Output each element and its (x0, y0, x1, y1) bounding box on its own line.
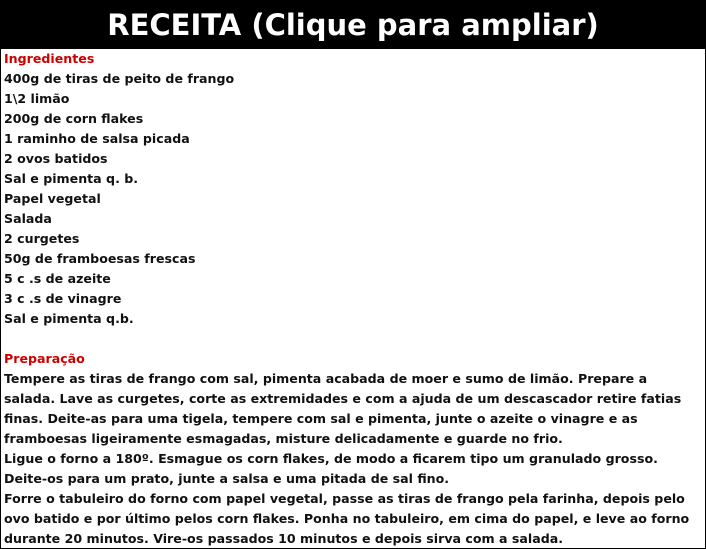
ingredient-item: 3 c .s de vinagre (4, 291, 122, 306)
ingredient-item: 400g de tiras de peito de frango (4, 71, 235, 86)
ingredient-item: 50g de framboesas frescas (4, 251, 196, 266)
recipe-title[interactable]: RECEITA (Clique para ampliar) (107, 8, 599, 42)
recipe-title-banner[interactable] (1, 1, 705, 49)
preparation-heading: Preparação (4, 351, 85, 366)
ingredient-item: 2 ovos batidos (4, 151, 108, 166)
recipe-content (1, 49, 705, 549)
ingredient-item: Papel vegetal (4, 191, 101, 206)
ingredient-item: Sal e pimenta q. b. (4, 171, 139, 186)
ingredients-list (4, 69, 702, 329)
ingredient-item: 1 raminho de salsa picada (4, 131, 190, 146)
ingredient-item: 200g de corn flakes (4, 111, 144, 126)
preparation-paragraph: Forre o tabuleiro do forno com papel vegetal, passe as tiras de frango pela farinha, depois pelo ovo batido e por último pelos corn flakes. Ponha no tabuleiro, em cima do papel, e leve ao forno durante 20 minutos. Vire-os passados 10 minutos e depois sirva com a salada. (4, 491, 690, 546)
ingredient-item: Sal e pimenta q.b. (4, 311, 134, 326)
ingredient-item: Salada (4, 211, 52, 226)
preparation-paragraph: Ligue o forno a 180º. Esmague os corn flakes, de modo a ficarem tipo um granulado grosso. Deite-os para um prato, junte a salsa e uma pitada de sal fino. (4, 451, 658, 486)
ingredients-heading: Ingredientes (4, 51, 95, 66)
section-spacer (4, 329, 702, 349)
preparation-paragraph: Tempere as tiras de frango com sal, pimenta acabada de moer e sumo de limão. Prepare a salada. Lave as curgetes, corte as extremidades e com a ajuda de um descascador retire fatias finas. Deite-as para uma tigela, tempere com sal e pimenta, junte o azeite o vinagre e as framboesas ligeiramente esmagadas, misture delicadamente e guarde no frio. (4, 371, 682, 446)
ingredient-item: 5 c .s de azeite (4, 271, 111, 286)
ingredient-item: 1\2 limão (4, 91, 70, 106)
preparation-steps (4, 369, 702, 549)
ingredient-item: 2 curgetes (4, 231, 80, 246)
